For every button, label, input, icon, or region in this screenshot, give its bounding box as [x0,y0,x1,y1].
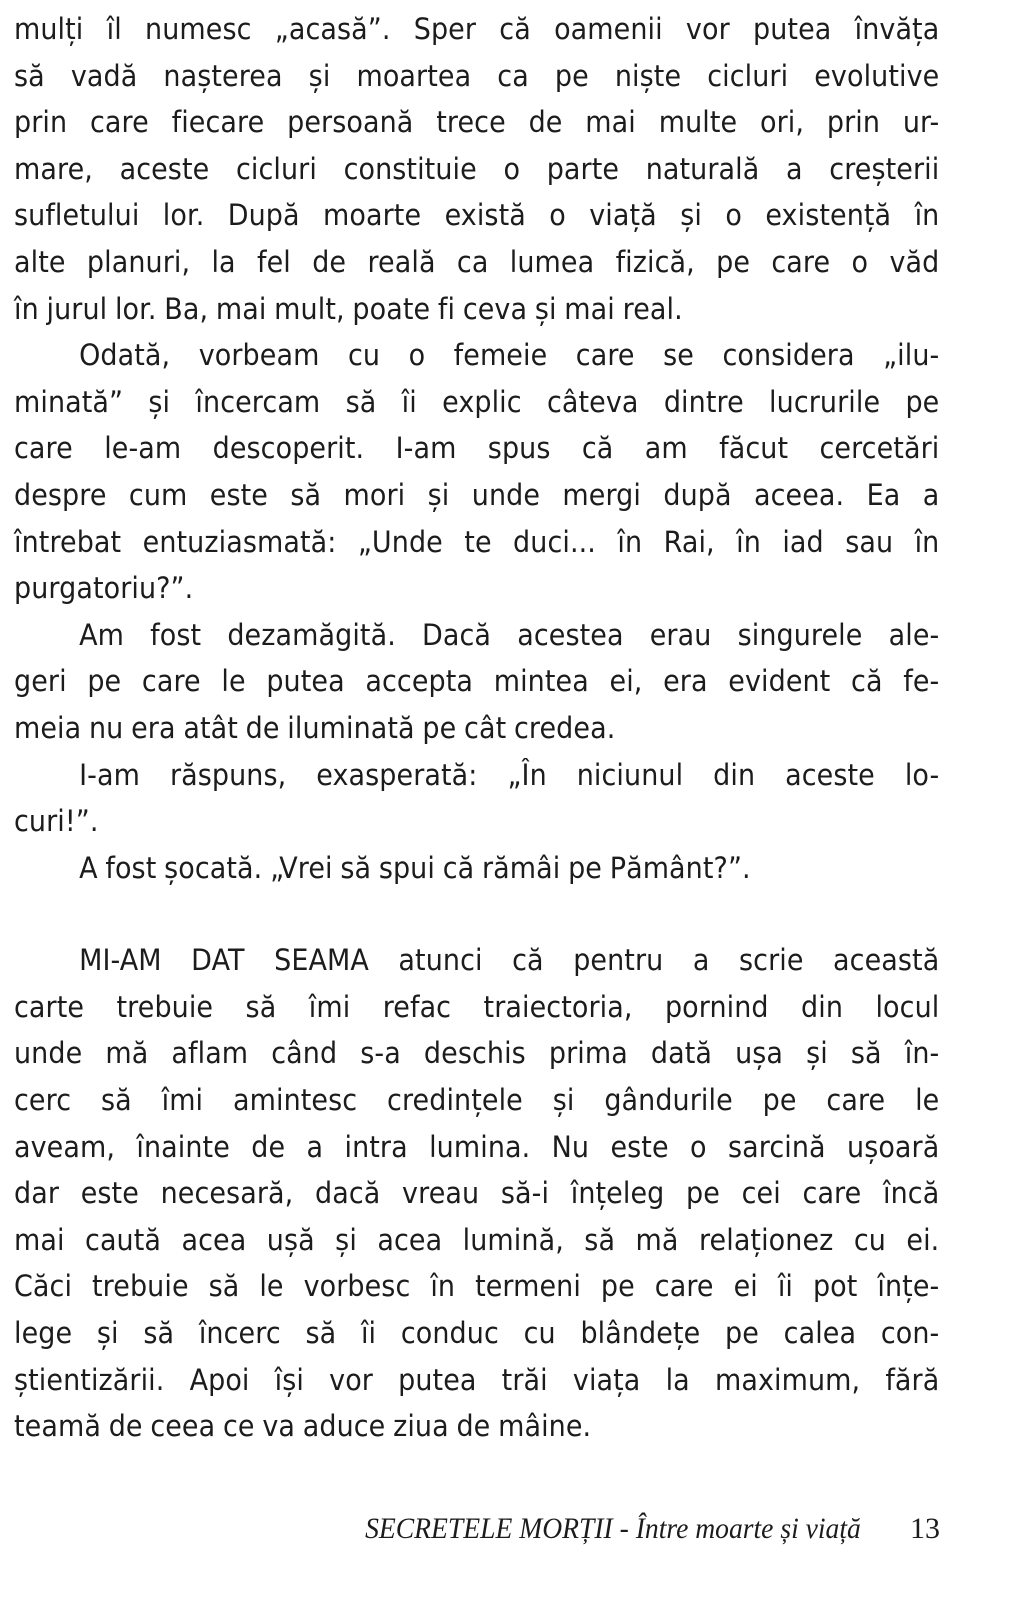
text-line: meia nu era atât de iluminată pe cât credea. [14,710,616,745]
text-line: prin care fiecare persoană trece de mai multe ori, prin ur- [14,105,940,140]
text-line: purgatoriu?”. [14,571,194,606]
text-line: geri pe care le putea accepta mintea ei, era evident că fe- [14,664,940,699]
page-body [14,6,940,1450]
text-line: mai caută acea ușă și acea lumină, să mă relaționez cu ei. [14,1222,940,1257]
text-line: în jurul lor. Ba, mai mult, poate fi ceva și mai real. [14,291,683,326]
text-line: întrebat entuziasmată: „Unde te duci... în Rai, în iad sau în [14,524,940,559]
text-line: unde mă aflam când s-a deschis prima dată ușa și să în- [14,1036,940,1071]
text-line: care le-am descoperit. I-am spus că am făcut cercetări [14,431,940,466]
text-line: mare, aceste cicluri constituie o parte naturală a creșterii [14,151,940,186]
text-line: despre cum este să mori și unde mergi după aceea. Ea a [14,477,940,512]
text-line: carte trebuie să îmi refac traiectoria, pornind din locul [14,989,940,1024]
text-line: cerc să îmi amintesc credințele și gândurile pe care le [14,1083,940,1118]
text-block-2 [14,937,940,1450]
text-line: minată” și încercam să îi explic câteva dintre lucrurile pe [14,384,940,419]
text-line: alte planuri, la fel de reală ca lumea fizică, pe care o văd [14,244,940,279]
text-line: lege și să încerc să îi conduc cu blândețe pe calea con- [14,1316,940,1351]
text-line: aveam, înainte de a intra lumina. Nu este o sarcină ușoară [14,1129,940,1164]
text-line: dar este necesară, dacă vreau să-i înțeleg pe cei care încă [14,1176,940,1211]
text-line: I-am răspuns, exasperată: „În niciunul din aceste lo- [79,757,940,792]
text-line: MI-AM DAT SEAMA atunci că pentru a scrie această [79,943,940,978]
text-line: Am fost dezamăgită. Dacă acestea erau singurele ale- [79,617,940,652]
text-line: sufletului lor. După moarte există o viață și o existență în [14,198,940,233]
text-line: știentizării. Apoi își vor putea trăi viața la maximum, fără [14,1362,940,1397]
text-line: mulți îl numesc „acasă”. Sper că oamenii vor putea învăța [14,12,940,46]
text-line: curi!”. [14,804,99,839]
section-gap [14,891,940,937]
text-line: A fost șocată. „Vrei să spui că rămâi pe Pământ?”. [79,850,751,885]
text-line: să vadă nașterea și moartea ca pe niște cicluri evolutive [14,58,940,93]
text-line: Căci trebuie să le vorbesc în termeni pe care ei îi pot înțe- [14,1269,940,1304]
page-footer [0,1512,940,1546]
text-line: Odată, vorbeam cu o femeie care se considera „ilu- [79,338,940,373]
text-line: teamă de ceea ce va aduce ziua de mâine. [14,1409,592,1444]
running-title: SECRETELE MORȚII - Între moarte și viață [364,1512,861,1545]
page-number: 13 [910,1512,940,1545]
text-block-1 [14,6,940,891]
